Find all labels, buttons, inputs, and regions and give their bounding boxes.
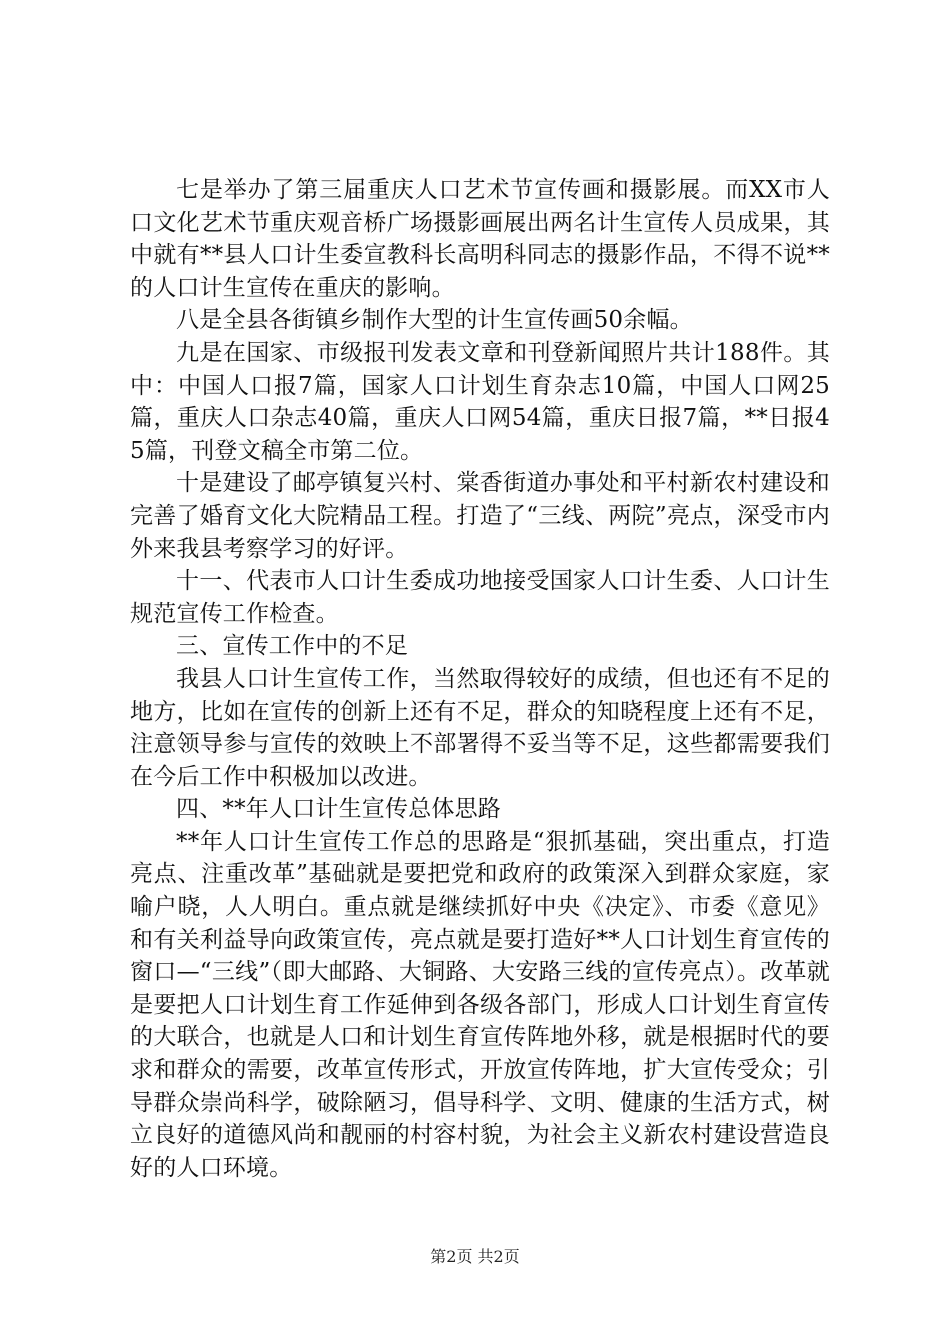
page-number-footer: 第2页 共2页 (430, 1247, 520, 1266)
paragraph-item-11: 十一、代表市人口计生委成功地接受国家人口计生委、人口计生规范宣传工作检查。 (130, 568, 830, 627)
section-heading-plan: 四、**年人口计生宣传总体思路 (176, 796, 501, 823)
document-body (130, 174, 830, 1184)
section-heading-shortcomings: 三、宣传工作中的不足 (176, 633, 408, 660)
paragraph-item-10: 十是建设了邮亭镇复兴村、棠香街道办事处和平村新农村建设和完善了婚育文化大院精品工程。打造了“三线、两院”亮点，深受市内外来我县考察学习的好评。 (130, 470, 830, 562)
paragraph-shortcomings: 我县人口计生宣传工作，当然取得较好的成绩，但也还有不足的地方，比如在宣传的创新上还有不足，群众的知晓程度上还有不足，注意领导参与宣传的效映上不部署得不妥当等不足，这些都需要我们在今后工作中积极加以改进。 (130, 665, 830, 790)
paragraph-item-8: 八是全县各街镇乡制作大型的计生宣传画50余幅。 (176, 307, 693, 334)
paragraph-plan: **年人口计生宣传工作总的思路是“狠抓基础，突出重点，打造亮点、注重改革”基础就是要把党和政府的政策深入到群众家庭，家喻户晓，人人明白。重点就是继续抓好中央《决定》、市委《意见》和有关利益导向政策宣传，亮点就是要打造好**人口计划生育宣传的窗口—“三线”（即大邮路、大铜路、大安路三线的宣传亮点）。改革就是要把人口计划生育工作延伸到各级各部门，形成人口计划生育宣传的大联合，也就是人口和计划生育宣传阵地外移，就是根据时代的要求和群众的需要，改革宣传形式，开放宣传阵地，扩大宣传受众；引导群众崇尚科学，破除陋习，倡导科学、文明、健康的生活方式，树立良好的道德风尚和靓丽的村容村貌，为社会主义新农村建设营造良好的人口环境。 (130, 828, 830, 1181)
paragraph-item-9: 九是在国家、市级报刊发表文章和刊登新闻照片共计188件。其中：中国人口报7篇，国家人口计划生育杂志10篇，中国人口网25篇，重庆人口杂志40篇，重庆人口网54篇，重庆日报7篇，**日报45篇，刊登文稿全市第二位。 (130, 339, 830, 464)
paragraph-item-7: 七是举办了第三届重庆人口艺术节宣传画和摄影展。而XX市人口文化艺术节重庆观音桥广场摄影画展出两名计生宣传人员成果，其中就有**县人口计生委宣教科长高明科同志的摄影作品，不得不说**的人口计生宣传在重庆的影响。 (130, 177, 830, 301)
